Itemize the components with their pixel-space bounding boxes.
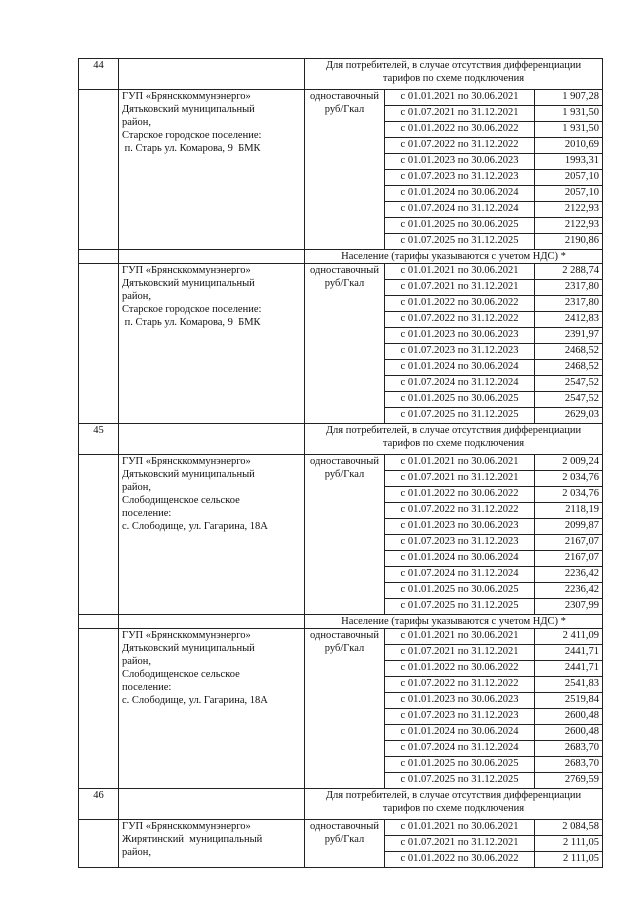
- tariff-type-line: одноставочный: [310, 456, 379, 467]
- period-cell: с 01.01.2023 по 30.06.2023: [385, 154, 535, 170]
- empty-cell: [79, 820, 119, 868]
- organization-line: ГУП «Брянсккоммунэнерго»: [122, 821, 251, 832]
- block-header-row: [79, 789, 603, 820]
- tariff-value-cell: 2 111,05: [535, 852, 603, 868]
- period-cell: с 01.01.2025 по 30.06.2025: [385, 757, 535, 773]
- period-cell: с 01.07.2022 по 31.12.2022: [385, 503, 535, 519]
- organization-line: Дятьковский муниципальный: [122, 643, 255, 654]
- period-cell: с 01.01.2025 по 30.06.2025: [385, 392, 535, 408]
- empty-cell: [119, 424, 305, 455]
- tariff-value-cell: 2412,83: [535, 312, 603, 328]
- block-header-row: [79, 59, 603, 90]
- organization-line: район,: [122, 291, 152, 302]
- organization-line: Старское городское поселение:: [122, 304, 262, 315]
- tariff-value-cell: 2683,70: [535, 741, 603, 757]
- tariff-type-line: одноставочный: [310, 91, 379, 102]
- tariff-value-cell: 1 931,50: [535, 106, 603, 122]
- consumer-category-line: Для потребителей, в случае отсутствия дифференциации: [325, 60, 582, 71]
- period-cell: с 01.07.2024 по 31.12.2024: [385, 376, 535, 392]
- tariff-type-cell: [305, 455, 385, 615]
- organization-cell: [119, 455, 305, 615]
- period-cell: с 01.01.2022 по 30.06.2022: [385, 296, 535, 312]
- population-note: Население (тарифы указываются с учетом НДС) *: [305, 250, 603, 264]
- consumer-category-line: тарифов по схеме подключения: [382, 73, 525, 84]
- row-number: 44: [79, 59, 119, 90]
- organization-line: ГУП «Брянсккоммунэнерго»: [122, 265, 251, 276]
- empty-cell: [79, 264, 119, 424]
- period-cell: с 01.01.2022 по 30.06.2022: [385, 122, 535, 138]
- period-cell: с 01.07.2021 по 31.12.2021: [385, 836, 535, 852]
- period-cell: с 01.01.2024 по 30.06.2024: [385, 186, 535, 202]
- tariff-value-cell: 2629,03: [535, 408, 603, 424]
- period-cell: с 01.07.2021 по 31.12.2021: [385, 645, 535, 661]
- tariff-value-cell: 2317,80: [535, 280, 603, 296]
- tariff-value-cell: 2519,84: [535, 693, 603, 709]
- tariff-type-cell: [305, 90, 385, 250]
- tariff-type-line: руб/Гкал: [324, 278, 365, 289]
- organization-line: ГУП «Брянсккоммунэнерго»: [122, 91, 251, 102]
- tariff-value-cell: 2010,69: [535, 138, 603, 154]
- organization-line: с. Слободище, ул. Гагарина, 18А: [122, 521, 268, 532]
- row-number: 45: [79, 424, 119, 455]
- consumer-category-line: Для потребителей, в случае отсутствия дифференциации: [325, 425, 582, 436]
- tariff-value-cell: 2547,52: [535, 392, 603, 408]
- organization-line: Жирятинский муниципальный: [122, 834, 263, 845]
- period-cell: с 01.07.2025 по 31.12.2025: [385, 773, 535, 789]
- tariff-value-cell: 2600,48: [535, 709, 603, 725]
- period-cell: с 01.07.2023 по 31.12.2023: [385, 709, 535, 725]
- tariff-value-cell: 2057,10: [535, 186, 603, 202]
- tariff-value-cell: 2441,71: [535, 661, 603, 677]
- period-cell: с 01.01.2024 по 30.06.2024: [385, 725, 535, 741]
- tariff-value-cell: 2 084,58: [535, 820, 603, 836]
- consumer-category-line: Для потребителей, в случае отсутствия дифференциации: [325, 790, 582, 801]
- organization-cell: [119, 264, 305, 424]
- period-cell: с 01.01.2021 по 30.06.2021: [385, 629, 535, 645]
- tariff-type-cell: [305, 629, 385, 789]
- organization-line: район,: [122, 117, 152, 128]
- tariff-value-cell: 2 111,05: [535, 836, 603, 852]
- tariff-value-cell: 1 931,50: [535, 122, 603, 138]
- empty-cell: [79, 90, 119, 250]
- tariff-value-cell: 2099,87: [535, 519, 603, 535]
- empty-cell: [79, 455, 119, 615]
- tariff-type-line: руб/Гкал: [324, 104, 365, 115]
- period-cell: с 01.07.2024 по 31.12.2024: [385, 567, 535, 583]
- population-row: [79, 250, 603, 264]
- organization-line: п. Старь ул. Комарова, 9 БМК: [122, 143, 261, 154]
- period-cell: с 01.07.2022 по 31.12.2022: [385, 312, 535, 328]
- empty-cell: [79, 615, 119, 629]
- tariff-value-cell: 2317,80: [535, 296, 603, 312]
- period-cell: с 01.07.2024 по 31.12.2024: [385, 741, 535, 757]
- tariff-value-cell: 2236,42: [535, 583, 603, 599]
- tariff-type-cell: [305, 264, 385, 424]
- tariff-value-cell: 2541,83: [535, 677, 603, 693]
- organization-line: поселение:: [122, 508, 172, 519]
- period-cell: с 01.01.2023 по 30.06.2023: [385, 519, 535, 535]
- consumer-category-line: тарифов по схеме подключения: [382, 438, 525, 449]
- block-header-row: [79, 424, 603, 455]
- period-cell: с 01.07.2025 по 31.12.2025: [385, 408, 535, 424]
- period-cell: с 01.07.2022 по 31.12.2022: [385, 138, 535, 154]
- consumer-category-line: тарифов по схеме подключения: [382, 803, 525, 814]
- organization-cell: [119, 629, 305, 789]
- tariff-value-cell: 2 034,76: [535, 471, 603, 487]
- tariff-value-cell: 2683,70: [535, 757, 603, 773]
- organization-line: ГУП «Брянсккоммунэнерго»: [122, 630, 251, 641]
- tariff-table: [78, 58, 603, 868]
- period-cell: с 01.07.2023 по 31.12.2023: [385, 170, 535, 186]
- population-note: Население (тарифы указываются с учетом НДС) *: [305, 615, 603, 629]
- organization-line: Дятьковский муниципальный: [122, 469, 255, 480]
- period-cell: с 01.07.2023 по 31.12.2023: [385, 344, 535, 360]
- tariff-value-cell: 2 288,74: [535, 264, 603, 280]
- tariff-value-cell: 2600,48: [535, 725, 603, 741]
- tariff-value-cell: 2547,52: [535, 376, 603, 392]
- table-row: [79, 455, 603, 471]
- consumer-category-header: [305, 424, 603, 455]
- period-cell: с 01.01.2022 по 30.06.2022: [385, 661, 535, 677]
- tariff-value-cell: 1993,31: [535, 154, 603, 170]
- empty-cell: [119, 615, 305, 629]
- tariff-value-cell: 2167,07: [535, 551, 603, 567]
- period-cell: с 01.07.2025 по 31.12.2025: [385, 599, 535, 615]
- tariff-value-cell: 2190,86: [535, 234, 603, 250]
- empty-cell: [79, 250, 119, 264]
- empty-cell: [119, 59, 305, 90]
- period-cell: с 01.01.2024 по 30.06.2024: [385, 551, 535, 567]
- period-cell: с 01.07.2023 по 31.12.2023: [385, 535, 535, 551]
- organization-line: поселение:: [122, 682, 172, 693]
- table-row: [79, 264, 603, 280]
- organization-line: район,: [122, 482, 152, 493]
- table-row: [79, 820, 603, 836]
- period-cell: с 01.07.2022 по 31.12.2022: [385, 677, 535, 693]
- organization-line: п. Старь ул. Комарова, 9 БМК: [122, 317, 261, 328]
- row-number: 46: [79, 789, 119, 820]
- period-cell: с 01.07.2025 по 31.12.2025: [385, 234, 535, 250]
- tariff-type-line: одноставочный: [310, 630, 379, 641]
- period-cell: с 01.01.2021 по 30.06.2021: [385, 820, 535, 836]
- tariff-value-cell: 2 411,09: [535, 629, 603, 645]
- tariff-value-cell: 2118,19: [535, 503, 603, 519]
- tariff-value-cell: 1 907,28: [535, 90, 603, 106]
- empty-cell: [119, 789, 305, 820]
- organization-cell: [119, 90, 305, 250]
- tariff-value-cell: 2769,59: [535, 773, 603, 789]
- period-cell: с 01.07.2024 по 31.12.2024: [385, 202, 535, 218]
- period-cell: с 01.07.2021 по 31.12.2021: [385, 471, 535, 487]
- empty-cell: [119, 250, 305, 264]
- tariff-value-cell: 2468,52: [535, 360, 603, 376]
- table-row: [79, 629, 603, 645]
- consumer-category-header: [305, 59, 603, 90]
- organization-line: Слободищенское сельское: [122, 495, 240, 506]
- period-cell: с 01.01.2022 по 30.06.2022: [385, 487, 535, 503]
- organization-cell: [119, 820, 305, 868]
- tariff-value-cell: 2 009,24: [535, 455, 603, 471]
- population-row: [79, 615, 603, 629]
- period-cell: с 01.01.2021 по 30.06.2021: [385, 90, 535, 106]
- empty-cell: [79, 629, 119, 789]
- tariff-value-cell: 2167,07: [535, 535, 603, 551]
- period-cell: с 01.01.2025 по 30.06.2025: [385, 218, 535, 234]
- organization-line: ГУП «Брянсккоммунэнерго»: [122, 456, 251, 467]
- tariff-type-line: одноставочный: [310, 821, 379, 832]
- tariff-value-cell: 2122,93: [535, 218, 603, 234]
- organization-line: Дятьковский муниципальный: [122, 278, 255, 289]
- tariff-type-line: руб/Гкал: [324, 469, 365, 480]
- period-cell: с 01.01.2021 по 30.06.2021: [385, 264, 535, 280]
- period-cell: с 01.01.2022 по 30.06.2022: [385, 852, 535, 868]
- period-cell: с 01.01.2023 по 30.06.2023: [385, 328, 535, 344]
- period-cell: с 01.01.2023 по 30.06.2023: [385, 693, 535, 709]
- tariff-value-cell: 2391,97: [535, 328, 603, 344]
- period-cell: с 01.01.2024 по 30.06.2024: [385, 360, 535, 376]
- period-cell: с 01.01.2021 по 30.06.2021: [385, 455, 535, 471]
- tariff-value-cell: 2057,10: [535, 170, 603, 186]
- tariff-value-cell: 2441,71: [535, 645, 603, 661]
- table-row: [79, 90, 603, 106]
- tariff-value-cell: 2122,93: [535, 202, 603, 218]
- organization-line: Дятьковский муниципальный: [122, 104, 255, 115]
- organization-line: Старское городское поселение:: [122, 130, 262, 141]
- period-cell: с 01.07.2021 по 31.12.2021: [385, 280, 535, 296]
- tariff-value-cell: 2468,52: [535, 344, 603, 360]
- tariff-type-line: руб/Гкал: [324, 834, 365, 845]
- tariff-type-line: одноставочный: [310, 265, 379, 276]
- tariff-value-cell: 2236,42: [535, 567, 603, 583]
- period-cell: с 01.01.2025 по 30.06.2025: [385, 583, 535, 599]
- tariff-value-cell: 2307,99: [535, 599, 603, 615]
- tariff-type-line: руб/Гкал: [324, 643, 365, 654]
- period-cell: с 01.07.2021 по 31.12.2021: [385, 106, 535, 122]
- tariff-table-body: [79, 59, 603, 868]
- tariff-value-cell: 2 034,76: [535, 487, 603, 503]
- organization-line: район,: [122, 847, 152, 858]
- organization-line: с. Слободище, ул. Гагарина, 18А: [122, 695, 268, 706]
- organization-line: район,: [122, 656, 152, 667]
- tariff-type-cell: [305, 820, 385, 868]
- organization-line: Слободищенское сельское: [122, 669, 240, 680]
- consumer-category-header: [305, 789, 603, 820]
